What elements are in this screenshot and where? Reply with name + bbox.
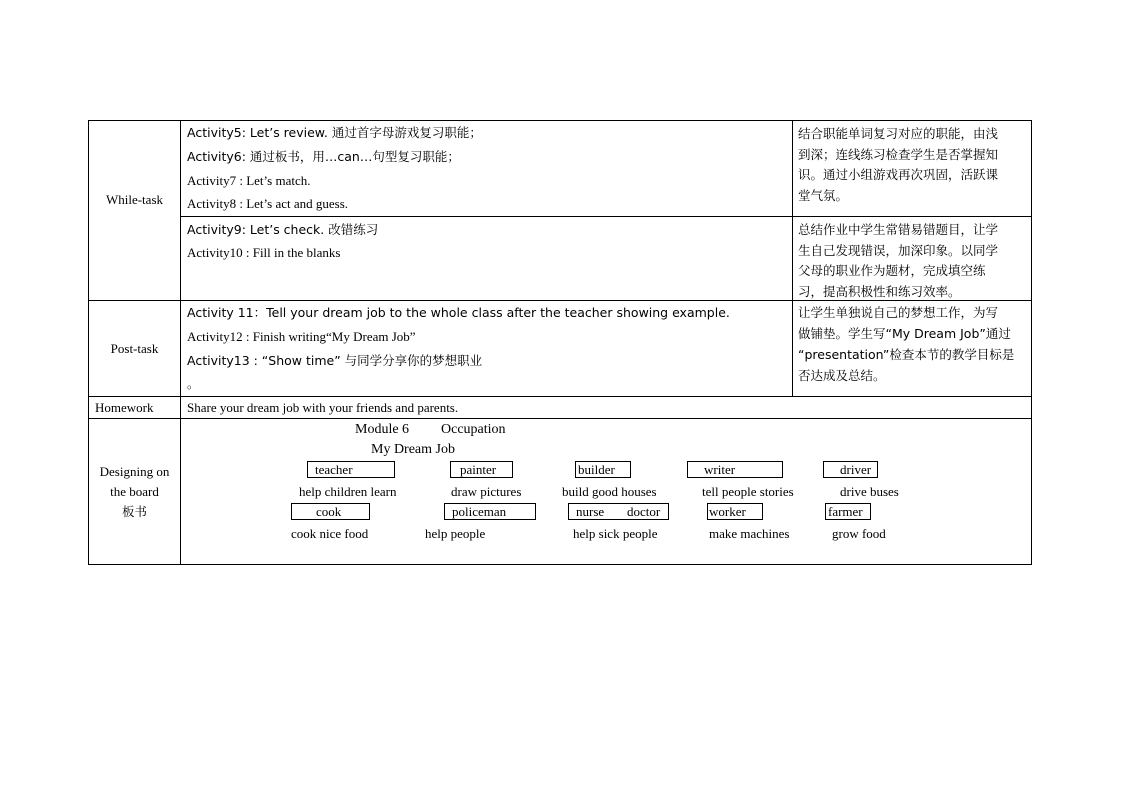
while-task-note-1-line-3: 识。通过小组游戏再次巩固，活跃课 — [798, 167, 999, 182]
activity-11: Activity 11：Tell your dream job to the whole class after the teacher showing example. — [187, 305, 730, 320]
table-bottom-border — [88, 564, 1032, 565]
table-right-border — [1031, 120, 1032, 565]
job-worker: worker — [709, 504, 746, 519]
job-writer: writer — [704, 462, 736, 477]
board-module: Module 6 — [355, 422, 410, 437]
activity-7: Activity7 : Let’s match. — [187, 173, 311, 188]
table-top-border — [88, 120, 1032, 121]
phrase-build-good-houses: build good houses — [562, 484, 657, 499]
phrase-draw-pictures: draw pictures — [451, 484, 522, 499]
activity-8: Activity8 : Let’s act and guess. — [187, 196, 349, 211]
while-task-divider — [181, 216, 1032, 217]
while-task-note-1-line-4: 堂气氛。 — [798, 188, 849, 203]
while-task-note-1-line-1: 结合职能单词复习对应的职能，由浅 — [798, 126, 999, 141]
phrase-help-people: help people — [425, 526, 486, 541]
row-divider-homework — [88, 396, 1032, 397]
post-task-note-line-1: 让学生单独说自己的梦想工作，为写 — [798, 305, 999, 320]
phrase-grow-food: grow food — [832, 526, 886, 541]
phrase-make-machines: make machines — [709, 526, 790, 541]
board-occupation: Occupation — [441, 422, 506, 437]
job-painter: painter — [460, 462, 497, 477]
while-task-note-2-line-1: 总结作业中学生常错易错题目，让学 — [798, 222, 999, 237]
phrase-help-sick-people: help sick people — [573, 526, 658, 541]
post-task-note-line-2: 做铺垫。学生写“My Dream Job”通过 — [798, 326, 1011, 341]
activity-13-continuation: 。 — [187, 376, 200, 391]
while-task-note-2-line-3: 父母的职业作为题材，完成填空练 — [798, 263, 986, 278]
post-task-note-line-4: 否达成及总结。 — [798, 368, 886, 383]
homework-label: Homework — [95, 400, 154, 415]
board-label-line-2: the board — [110, 484, 159, 499]
homework-text: Share your dream job with your friends and parents. — [187, 400, 459, 415]
board-label-line-3: 板书 — [121, 504, 147, 519]
job-policeman: policeman — [452, 504, 507, 519]
activity-9: Activity9: Let’s check. 改错练习 — [187, 222, 379, 237]
activity-6: Activity6: 通过板书，用…can…句型复习职能； — [187, 149, 460, 164]
activity-12: Activity12 : Finish writing“My Dream Job” — [187, 329, 416, 344]
phrase-drive-buses: drive buses — [840, 484, 899, 499]
post-task-note-line-3: “presentation”检查本节的教学目标是 — [798, 347, 1015, 362]
row-divider-board — [88, 418, 1032, 419]
label-column-divider — [180, 120, 181, 565]
job-driver: driver — [840, 462, 872, 477]
while-task-note-2-line-2: 生自己发现错误，加深印象。以同学 — [798, 243, 999, 258]
job-farmer: farmer — [828, 504, 863, 519]
job-teacher: teacher — [315, 462, 353, 477]
phrase-tell-people-stories: tell people stories — [702, 484, 794, 499]
notes-column-divider — [792, 120, 793, 397]
while-task-note-1-line-2: 到深；连线练习检查学生是否掌握知 — [798, 147, 999, 162]
while-task-note-2-line-4: 习，提高积极性和练习效率。 — [798, 284, 961, 299]
job-cook: cook — [316, 504, 342, 519]
activity-5: Activity5: Let’s review. 通过首字母游戏复习职能； — [187, 125, 482, 140]
board-label-line-1: Designing on — [99, 464, 170, 479]
activity-13: Activity13 : “Show time” 与同学分享你的梦想职业 — [187, 353, 483, 368]
post-task-label: Post-task — [110, 341, 159, 356]
job-nurse: nurse — [576, 504, 605, 519]
job-builder: builder — [578, 462, 615, 477]
board-title: My Dream Job — [371, 442, 455, 457]
activity-10: Activity10 : Fill in the blanks — [187, 245, 341, 260]
phrase-cook-nice-food: cook nice food — [291, 526, 369, 541]
job-doctor: doctor — [627, 504, 661, 519]
while-task-label: While-task — [105, 192, 164, 207]
phrase-help-children-learn: help children learn — [299, 484, 397, 499]
